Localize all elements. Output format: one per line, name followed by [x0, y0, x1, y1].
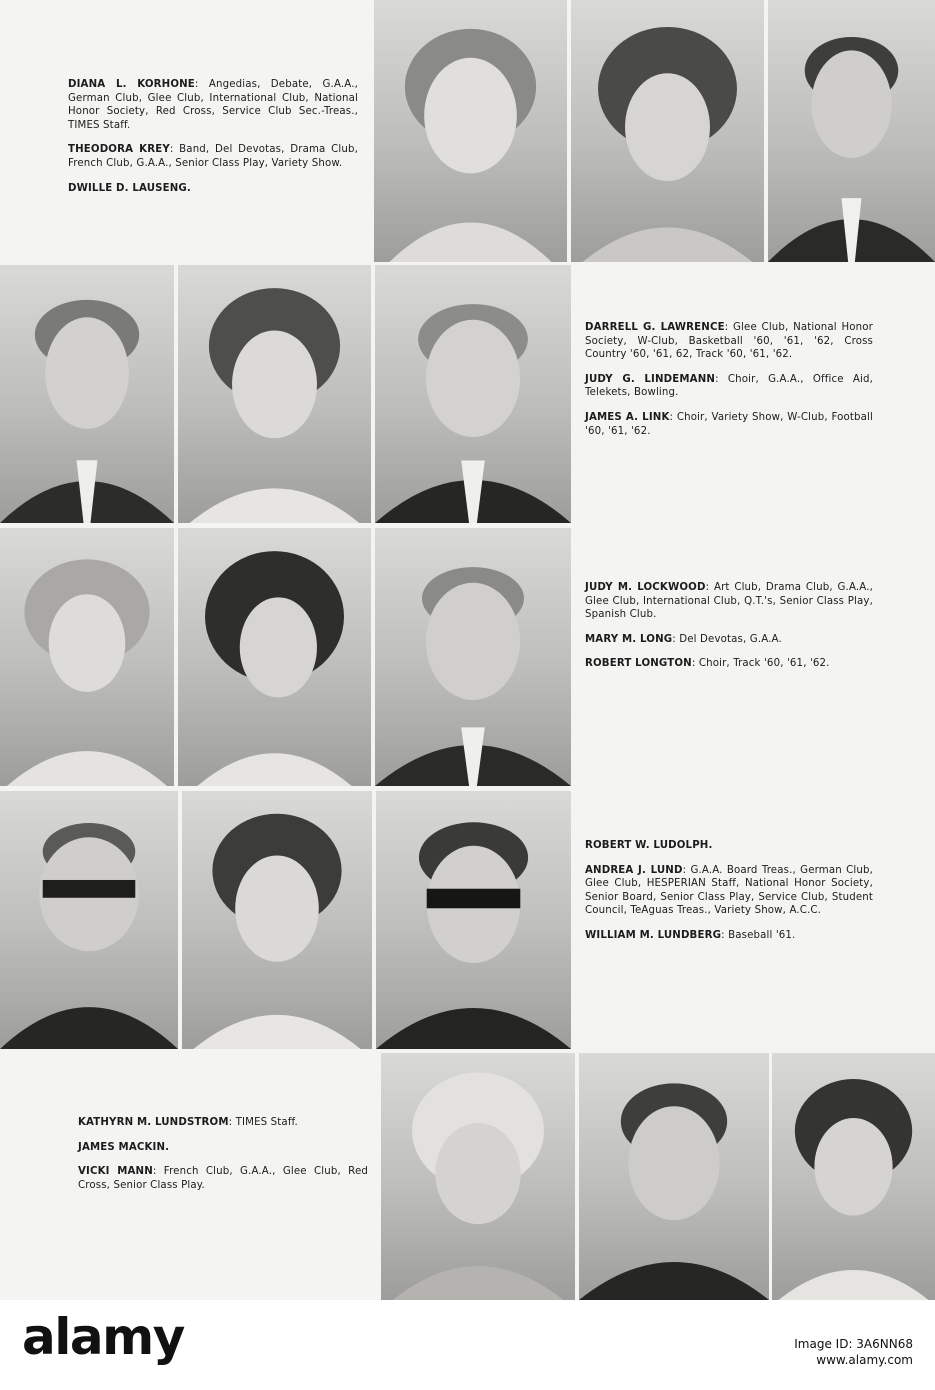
portrait-photo: [0, 528, 174, 786]
portrait-photo: [772, 1053, 935, 1300]
portrait-photo: [381, 1053, 575, 1300]
student-entry: WILLIAM M. LUNDBERG: Baseball '61.: [585, 929, 796, 941]
student-name: WILLIAM M. LUNDBERG: [585, 929, 722, 941]
portrait-photo: [374, 0, 567, 262]
student-name: DWILLE D. LAUSENG.: [68, 182, 191, 194]
watermark-footer: [0, 1300, 935, 1390]
portrait-photo: [178, 265, 371, 523]
student-activities: Glee Club, National Honor Society, W-Club, Basketball '60, '61, '62, Cross Country '60, '61, 62, Track '60, '61, '62.: [585, 322, 873, 361]
student-name: DIANA L. KORHONE: [68, 79, 195, 90]
student-entry: JAMES A. LINK: Choir, Variety Show, W-Club, Football '60, '61, '62.: [585, 411, 873, 437]
student-entry: [585, 839, 873, 853]
alamy-logo: [22, 1308, 184, 1366]
portrait-photo: [376, 791, 571, 1049]
caption-block-row2: [585, 321, 873, 449]
student-name: THEODORA KREY: [68, 144, 170, 156]
portrait-photo: [182, 791, 372, 1049]
student-entry: DIANA L. KORHONE: Angedias, Debate, G.A.A., German Club, Glee Club, International Club, National Honor Society, Red Cross, Service Club Sec.-Treas., TIMES Staff.: [68, 79, 358, 131]
student-entry: JUDY G. LINDEMANN: Choir, G.A.A., Office Aid, Telekets, Bowling.: [585, 373, 873, 399]
student-activities: G.A.A. Board Treas., German Club, Glee Club, HESPERIAN Staff, National Honor Society, Senior Board, Senior Class Play, Service Club, Student Council, TeAguas Treas., Variety Show, A.C.C.: [585, 864, 873, 917]
student-name: JUDY G. LINDEMANN: [585, 373, 716, 385]
student-activities: Choir, Variety Show, W-Club, Football '60, '61, '62.: [585, 411, 873, 437]
student-name: ROBERT LONGTON: [585, 658, 692, 670]
caption-block-row3: [585, 581, 873, 682]
portrait-photo: [571, 0, 764, 262]
student-entry: JUDY M. LOCKWOOD: Art Club, Drama Club, G.A.A., Glee Club, International Club, Q.T.'s, Senior Class Play, Spanish Club.: [585, 582, 873, 621]
student-activities: Band, Del Devotas, Drama Club, French Club, G.A.A., Senior Class Play, Variety Show.: [68, 144, 358, 169]
portrait-photo: [375, 265, 571, 523]
site-url: www.alamy.com: [816, 1353, 913, 1367]
student-activities: TIMES Staff.: [235, 1117, 298, 1128]
student-activities: French Club, G.A.A., Glee Club, Red Cross, Senior Class Play.: [78, 1166, 368, 1191]
student-name: MARY M. LONG: [585, 633, 673, 645]
student-activities: Baseball '61.: [728, 929, 796, 941]
portrait-photo: [579, 1053, 769, 1300]
student-activities: Angedias, Debate, G.A.A., German Club, Glee Club, International Club, National Honor Society, Red Cross, Service Club Sec.-Treas., TIMES Staff.: [68, 79, 358, 131]
student-entry: KATHYRN M. LUNDSTROM: TIMES Staff.: [78, 1117, 298, 1128]
image-id: Image ID: 3A6NN68: [794, 1337, 913, 1351]
student-name: KATHYRN M. LUNDSTROM: [78, 1117, 229, 1128]
student-name: ANDREA J. LUND: [585, 864, 683, 876]
student-entry: [68, 182, 358, 196]
image-info: [794, 1336, 913, 1368]
caption-block-row4: [585, 839, 873, 954]
logo-text: alamy: [22, 1308, 184, 1366]
student-entry: DARRELL G. LAWRENCE: Glee Club, National Honor Society, W-Club, Basketball '60, '61, '62, Cross Country '60, '61, 62, Track '60, '61, '62.: [585, 322, 873, 361]
student-activities: Choir, G.A.A., Office Aid, Telekets, Bowling.: [585, 373, 873, 399]
student-activities: Choir, Track '60, '61, '62.: [698, 658, 830, 670]
student-name: ROBERT W. LUDOLPH.: [585, 840, 713, 851]
student-name: VICKI MANN: [78, 1166, 153, 1178]
portrait-photo: [0, 265, 174, 523]
student-entry: ANDREA J. LUND: G.A.A. Board Treas., German Club, Glee Club, HESPERIAN Staff, National Honor Society, Senior Board, Senior Class Play, Service Club, Student Council, TeAguas Treas., Variety Show, A.C.C.: [585, 864, 873, 917]
student-name: DARRELL G. LAWRENCE: [585, 322, 725, 333]
portrait-photo: [0, 791, 178, 1049]
caption-block-top-left: [68, 78, 358, 206]
caption-block-bottom-left: [78, 1116, 368, 1203]
student-name: JAMES A. LINK: [585, 411, 670, 423]
portrait-photo: [768, 0, 935, 262]
student-entry: [78, 1141, 368, 1155]
student-entry: MARY M. LONG: Del Devotas, G.A.A.: [585, 633, 782, 645]
portrait-photo: [178, 528, 371, 786]
portrait-photo: [375, 528, 571, 786]
student-entry: ROBERT LONGTON: Choir, Track '60, '61, '62.: [585, 658, 830, 670]
student-entry: VICKI MANN: French Club, G.A.A., Glee Club, Red Cross, Senior Class Play.: [78, 1166, 368, 1191]
student-activities: Art Club, Drama Club, G.A.A., Glee Club, International Club, Q.T.'s, Senior Class Play, Spanish Club.: [585, 582, 873, 621]
student-entry: THEODORA KREY: Band, Del Devotas, Drama Club, French Club, G.A.A., Senior Class Play, Variety Show.: [68, 144, 358, 169]
student-activities: Del Devotas, G.A.A.: [679, 633, 782, 645]
student-name: JAMES MACKIN.: [78, 1141, 170, 1153]
student-name: JUDY M. LOCKWOOD: [585, 582, 706, 593]
